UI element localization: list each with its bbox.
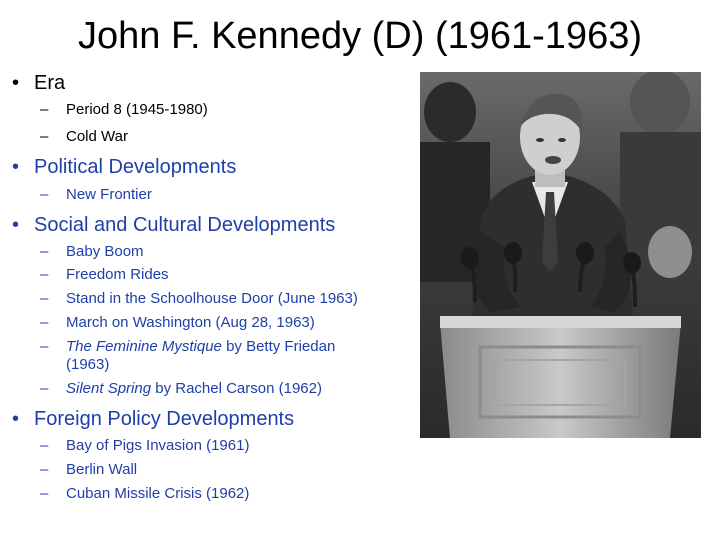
- sub-item-text: Berlin Wall: [66, 461, 138, 478]
- sub-item: [40, 337, 335, 357]
- sub-item: [40, 289, 358, 309]
- sub-item: [40, 379, 322, 399]
- section-label: Foreign Policy Developments: [34, 408, 295, 430]
- sub-item-text: Baby Boom: [66, 243, 144, 260]
- sub-item-text: Freedom Rides: [66, 266, 169, 283]
- sub-item: [40, 265, 169, 285]
- dash-marker: –: [40, 314, 49, 331]
- sub-item: [40, 100, 208, 120]
- dash-marker: –: [40, 186, 49, 203]
- sub-item-text: New Frontier: [66, 186, 152, 203]
- sub-item-text: Cuban Missile Crisis (1962): [66, 485, 250, 502]
- speaker-photo: [420, 72, 701, 438]
- dash-marker: –: [40, 485, 49, 502]
- dash-marker: –: [40, 243, 49, 260]
- dash-marker: –: [40, 380, 49, 397]
- sub-item-continuation: (1963): [66, 356, 110, 373]
- sub-item-text: Bay of Pigs Invasion (1961): [66, 437, 250, 454]
- dash-marker: –: [40, 290, 49, 307]
- dash-marker: –: [40, 437, 49, 454]
- section-label: Social and Cultural Developments: [34, 214, 336, 236]
- bullet-social-cultural: [12, 212, 335, 238]
- sub-item: [40, 127, 128, 147]
- bullet-marker: •: [12, 214, 20, 236]
- book-title: Silent Spring: [66, 380, 152, 397]
- sub-item-text: by Rachel Carson (1962): [151, 380, 322, 397]
- sub-item: [40, 484, 249, 504]
- dash-marker: –: [40, 266, 49, 283]
- bullet-marker: •: [12, 156, 20, 178]
- sub-item: [40, 242, 144, 262]
- sub-item-text: Cold War: [66, 128, 128, 145]
- bullet-marker: •: [12, 72, 20, 94]
- sub-item-text: Period 8 (1945-1980): [66, 101, 208, 118]
- bullet-era: [12, 70, 65, 96]
- section-label: Era: [34, 72, 66, 94]
- sub-item: [40, 185, 152, 205]
- dash-marker: –: [40, 128, 49, 145]
- bullet-foreign-policy: [12, 406, 294, 432]
- dash-marker: –: [40, 461, 49, 478]
- slide-title: John F. Kennedy (D) (1961-1963): [78, 15, 642, 57]
- sub-item-text: by Betty Friedan: [221, 338, 336, 355]
- sub-item: [40, 313, 315, 333]
- section-label: Political Developments: [34, 156, 237, 178]
- sub-item-text: Stand in the Schoolhouse Door (June 1963): [66, 290, 358, 307]
- dash-marker: –: [40, 101, 49, 118]
- bullet-marker: •: [12, 408, 20, 430]
- sub-item: [40, 436, 249, 456]
- bullet-political: [12, 154, 236, 180]
- sub-item: [40, 460, 137, 480]
- speaker-photo-illustration: [420, 72, 701, 438]
- sub-item-text: March on Washington (Aug 28, 1963): [66, 314, 315, 331]
- dash-marker: –: [40, 338, 49, 355]
- book-title: The Feminine Mystique: [66, 338, 222, 355]
